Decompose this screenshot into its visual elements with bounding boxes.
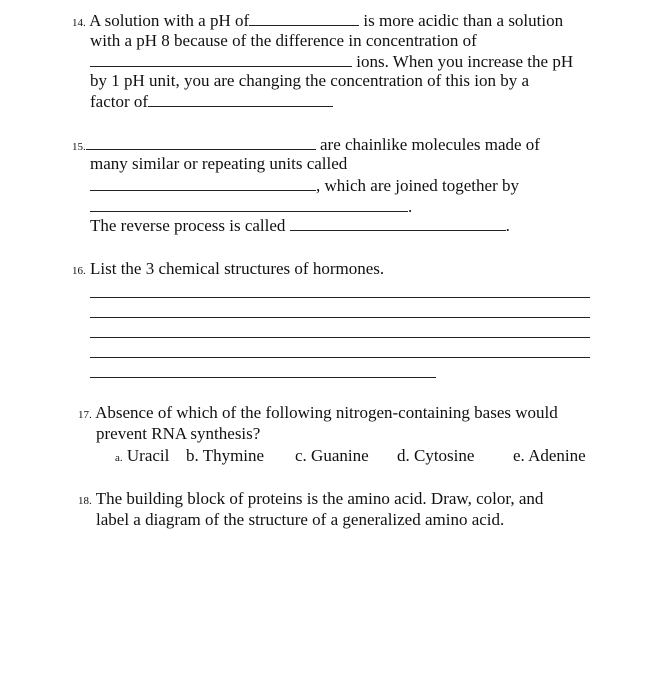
- q15-line-3: [90, 175, 519, 196]
- q15-period-1: .: [408, 197, 413, 216]
- q17-option-c[interactable]: [295, 446, 369, 466]
- q14-blank-ph[interactable]: [249, 10, 359, 26]
- q14-line-4: by 1 pH unit, you are changing the concentration of this ion by a: [90, 71, 530, 90]
- q18-text-a: The building block of proteins is the amino acid. Draw, color, and: [95, 489, 544, 508]
- q17-option-e[interactable]: [513, 446, 586, 466]
- q17-option-a[interactable]: [115, 446, 169, 468]
- q17-option-d[interactable]: [397, 446, 474, 466]
- q17-option-c-letter: c.: [295, 446, 307, 465]
- q17-option-c-text: Guanine: [311, 446, 369, 465]
- q14-blank-factor[interactable]: [148, 91, 333, 107]
- q15-line-4: [90, 196, 412, 217]
- q15-blank-reverse[interactable]: [290, 215, 506, 231]
- q14-text-a: A solution with a pH of: [89, 11, 250, 30]
- q16-answer-line-3[interactable]: [90, 337, 590, 338]
- q14-text-b: is more acidic than a solution: [363, 11, 564, 30]
- q14-text-c: ions. When you increase the pH: [356, 52, 574, 71]
- q17-option-d-letter: d.: [397, 446, 410, 465]
- q17-option-a-text: Uracil: [126, 446, 170, 465]
- q15-text-c: The reverse process is called: [90, 216, 286, 235]
- q15-line-2: many similar or repeating units called: [90, 154, 348, 173]
- q17-line-1: [78, 403, 558, 425]
- q17-option-d-text: Cytosine: [414, 446, 475, 465]
- q16-answer-line-2[interactable]: [90, 317, 590, 318]
- q17-option-b[interactable]: [186, 446, 264, 466]
- q15-blank-synthesis[interactable]: [90, 196, 408, 212]
- q14-blank-ion[interactable]: [90, 51, 352, 67]
- q16-number: 16.: [72, 265, 86, 277]
- q18-number: 18.: [78, 495, 92, 507]
- q17-option-a-letter: a.: [115, 452, 123, 464]
- q16-line: [72, 259, 384, 281]
- q15-blank-monomers[interactable]: [90, 175, 316, 191]
- q16-text: List the 3 chemical structures of hormones.: [90, 259, 385, 278]
- q14-number: 14.: [72, 17, 86, 29]
- q17-option-b-text: Thymine: [202, 446, 265, 465]
- q17-option-b-letter: b.: [186, 446, 199, 465]
- q16-answer-line-4[interactable]: [90, 357, 590, 358]
- q16-answer-line-1[interactable]: [90, 297, 590, 298]
- q15-period-2: .: [505, 216, 510, 235]
- q17-text-a: Absence of which of the following nitrogen-containing bases would: [95, 403, 558, 422]
- q16-answer-line-5[interactable]: [90, 377, 436, 378]
- q18-line-2: label a diagram of the structure of a generalized amino acid.: [96, 510, 505, 529]
- q15-line-5: [90, 215, 510, 236]
- q14-line-1: [72, 10, 563, 33]
- q18-line-1: [78, 489, 543, 511]
- q15-number: 15.: [72, 141, 86, 153]
- q17-number: 17.: [78, 409, 92, 421]
- q17-option-e-letter: e.: [513, 446, 525, 465]
- q14-line-3: [90, 51, 573, 72]
- q15-text-a: are chainlike molecules made of: [320, 135, 540, 154]
- q14-line-5: [90, 91, 333, 112]
- q14-text-d: factor of: [90, 92, 149, 111]
- q15-blank-polymers[interactable]: [86, 134, 316, 150]
- q17-option-e-text: Adenine: [528, 446, 586, 465]
- q14-line-2: with a pH 8 because of the difference in concentration of: [90, 31, 477, 50]
- q15-text-b: , which are joined together by: [316, 176, 519, 195]
- q17-line-2: prevent RNA synthesis?: [96, 424, 261, 443]
